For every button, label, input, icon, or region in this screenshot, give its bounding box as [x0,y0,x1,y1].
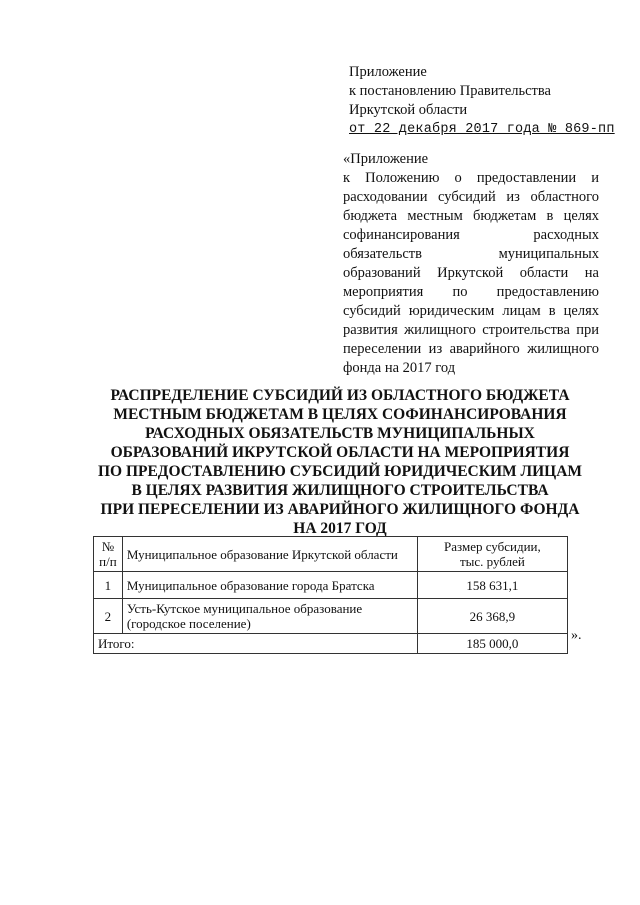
row-amount: 158 631,1 [417,572,567,599]
header-number-line-2: п/п [99,554,117,569]
total-label: Итого: [94,634,418,654]
title-line: РАСПРЕДЕЛЕНИЕ СУБСИДИЙ ИЗ ОБЛАСТНОГО БЮДЖЕТА [110,387,570,404]
table-total-row [94,634,568,654]
subsidy-table [93,536,568,654]
regulation-reference-text: к Положению о предоставлении и расходовании субсидий из областного бюджета местным бюджетам в целях софинансирования расходных обязательств муниципальных образований Иркутской области на мероприятия по предоставлению субсидий юридическим лицам в целях развития жилищного строительства при переселении из аварийного жилищного фонда на 2017 год [343,170,599,376]
header-number-line-1: № [101,539,115,554]
row-municipality: Муниципальное образование города Братска [122,572,417,599]
header-amount-line-1: Размер субсидии, [444,539,541,554]
row-amount: 26 368,9 [417,599,567,634]
table-header-row [94,537,568,572]
header-municipality: Муниципальное образование Иркутской области [122,537,417,572]
header-number [94,537,123,572]
header-amount [417,537,567,572]
closing-quote-mark: ». [571,628,582,643]
title-line: ПО ПРЕДОСТАВЛЕНИЮ СУБСИДИЙ ЮРИДИЧЕСКИМ ЛИЦАМ [97,463,583,480]
title-line: В ЦЕЛЯХ РАЗВИТИЯ ЖИЛИЩНОГО СТРОИТЕЛЬСТВА [131,482,549,499]
row-number: 1 [94,572,123,599]
title-line: ПРИ ПЕРЕСЕЛЕНИИ ИЗ АВАРИЙНОГО ЖИЛИЩНОГО ФОНДА [100,501,580,518]
regulation-reference [343,150,599,378]
appendix-line-2: к постановлению Правительства [349,83,551,99]
total-amount: 185 000,0 [417,634,567,654]
title-line: НА 2017 ГОД [293,520,387,537]
title-line: МЕСТНЫМ БЮДЖЕТАМ В ЦЕЛЯХ СОФИНАНСИРОВАНИЯ [113,406,567,423]
header-amount-line-2: тыс. рублей [459,554,525,569]
document-title [90,386,590,538]
appendix-header [349,63,615,139]
regulation-reference-title: «Приложение [343,151,429,167]
title-line: ОБРАЗОВАНИЙ ИКРУТСКОЙ ОБЛАСТИ НА МЕРОПРИЯТИЯ [110,444,570,461]
title-line: РАСХОДНЫХ ОБЯЗАТЕЛЬСТВ МУНИЦИПАЛЬНЫХ [145,425,535,442]
row-municipality-line-2: (городское поселение) [126,616,251,631]
row-municipality-line-1: Усть-Кутское муниципальное образование [126,601,363,616]
row-municipality [122,599,417,634]
table-row [94,599,568,634]
appendix-line-3: Иркутской области [349,102,468,118]
resolution-date-number-text: от 22 декабря 2017 года № 869-пп [349,122,615,137]
table-row [94,572,568,599]
appendix-line-1: Приложение [349,64,427,80]
row-number: 2 [94,599,123,634]
resolution-date-number [349,120,615,139]
